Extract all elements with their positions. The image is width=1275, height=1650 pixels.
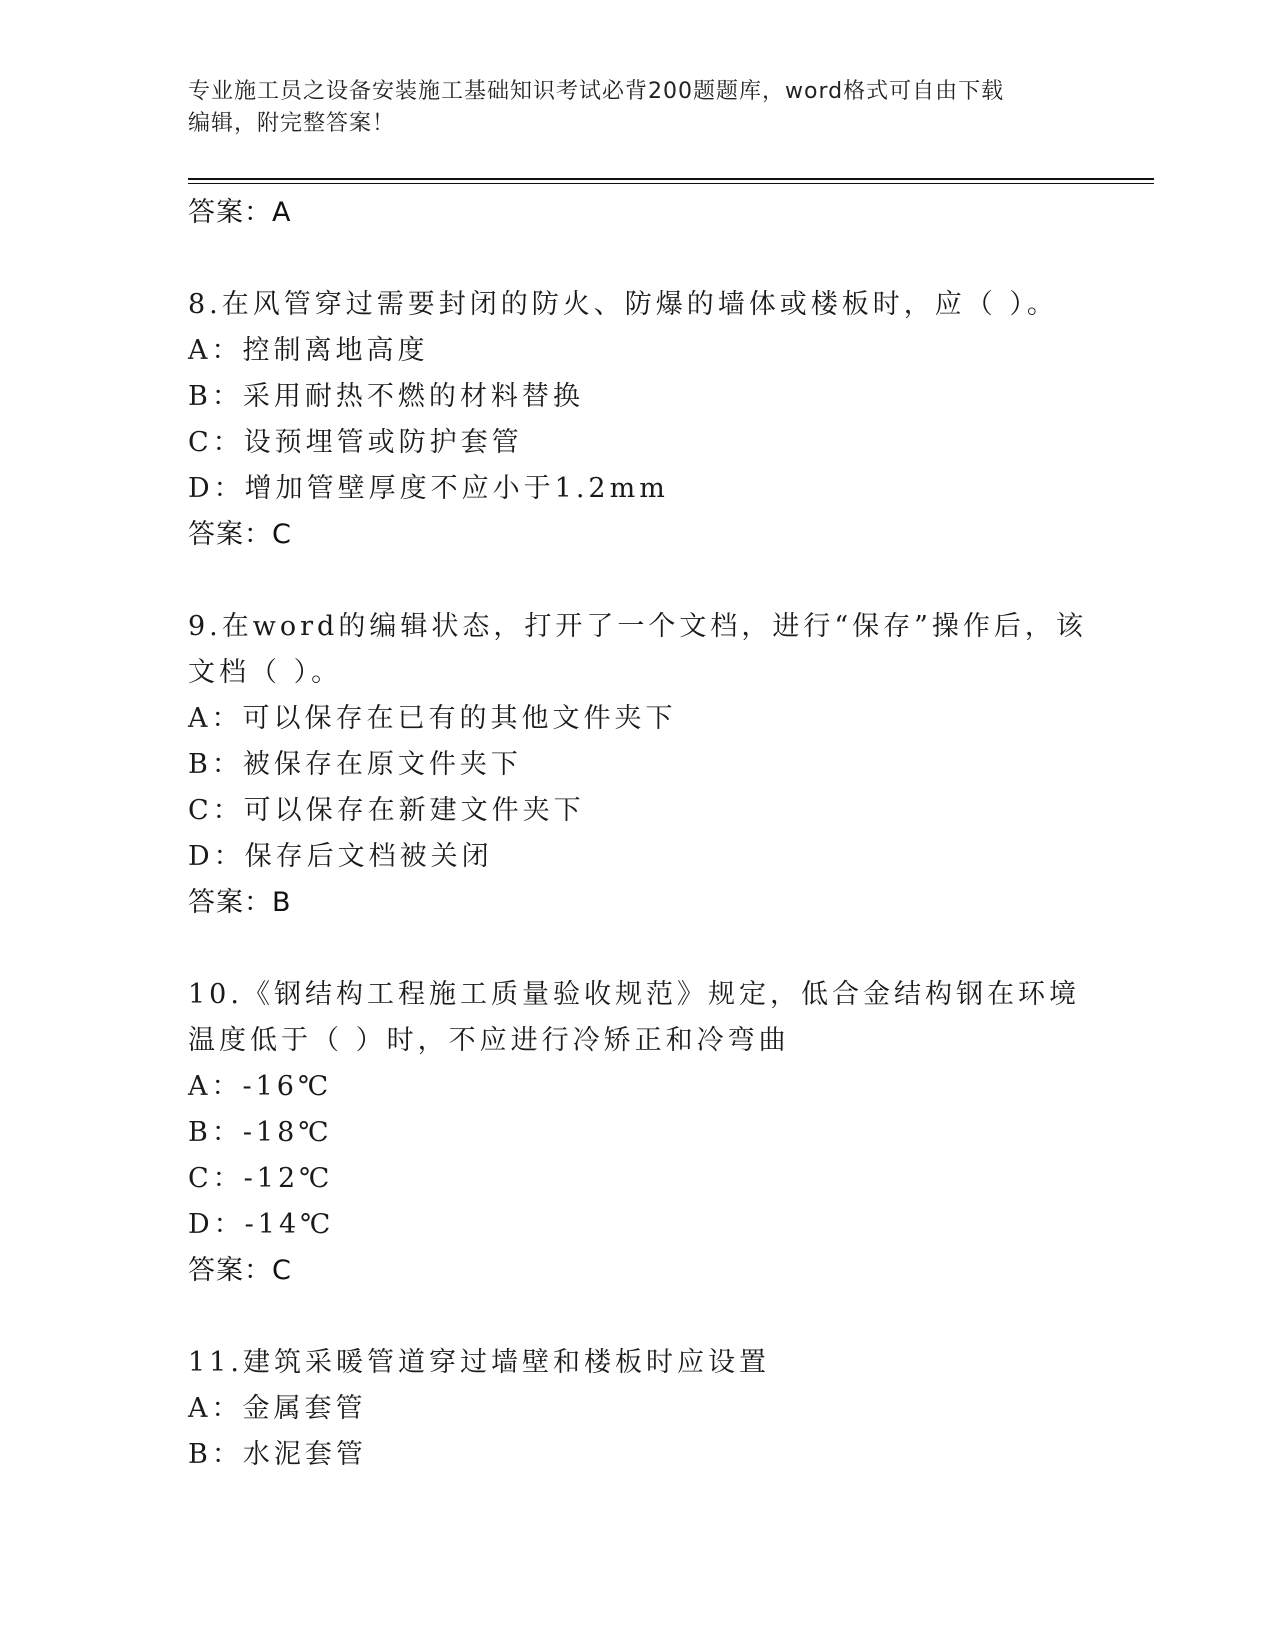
option-c: C：设预埋管或防护套管 [188, 427, 523, 458]
header-line-1: 专业施工员之设备安装施工基础知识考试必背200题题库，word格式可自由下载 [188, 79, 1005, 104]
option-a: A：可以保存在已有的其他文件夹下 [188, 703, 677, 734]
answer-text: 答案：A [188, 197, 292, 228]
question-stem: 10.《钢结构工程施工质量验收规范》规定，低合金结构钢在环境温度低于（ ）时，不应进行冷矫正和冷弯曲 [188, 979, 1080, 1056]
question-block-10 [188, 972, 1088, 1294]
option-d: D：增加管壁厚度不应小于1.2mm [188, 473, 669, 504]
question-stem: 11.建筑采暖管道穿过墙壁和楼板时应设置 [188, 1347, 770, 1378]
option-c: C：可以保存在新建文件夹下 [188, 795, 585, 826]
question-block-11 [188, 1340, 1088, 1478]
question-list [188, 190, 1088, 1478]
question-block-9 [188, 604, 1088, 926]
option-b: B：-18℃ [188, 1117, 333, 1148]
option-d: D：-14℃ [188, 1209, 335, 1240]
question-block-8 [188, 282, 1088, 558]
option-b: B：被保存在原文件夹下 [188, 749, 522, 780]
header-rule-thick [188, 178, 1154, 180]
header-rule-thin [188, 183, 1154, 184]
option-a: A：控制离地高度 [188, 335, 429, 366]
document-header [188, 76, 1088, 140]
question-stem: 9.在word的编辑状态，打开了一个文档，进行“保存”操作后，该文档（ ）。 [188, 611, 1087, 688]
option-a: A：-16℃ [188, 1071, 333, 1102]
answer-text: 答案：C [188, 519, 292, 550]
option-c: C：-12℃ [188, 1163, 334, 1194]
question-stem: 8.在风管穿过需要封闭的防火、防爆的墙体或楼板时，应（ ）。 [188, 289, 1058, 320]
answer-text: 答案：B [188, 887, 292, 918]
option-a: A：金属套管 [188, 1393, 367, 1424]
option-b: B：水泥套管 [188, 1439, 367, 1470]
option-d: D：保存后文档被关闭 [188, 841, 493, 872]
header-line-2: 编辑，附完整答案！ [188, 111, 396, 136]
option-b: B：采用耐热不燃的材料替换 [188, 381, 584, 412]
answer-text: 答案：C [188, 1255, 292, 1286]
